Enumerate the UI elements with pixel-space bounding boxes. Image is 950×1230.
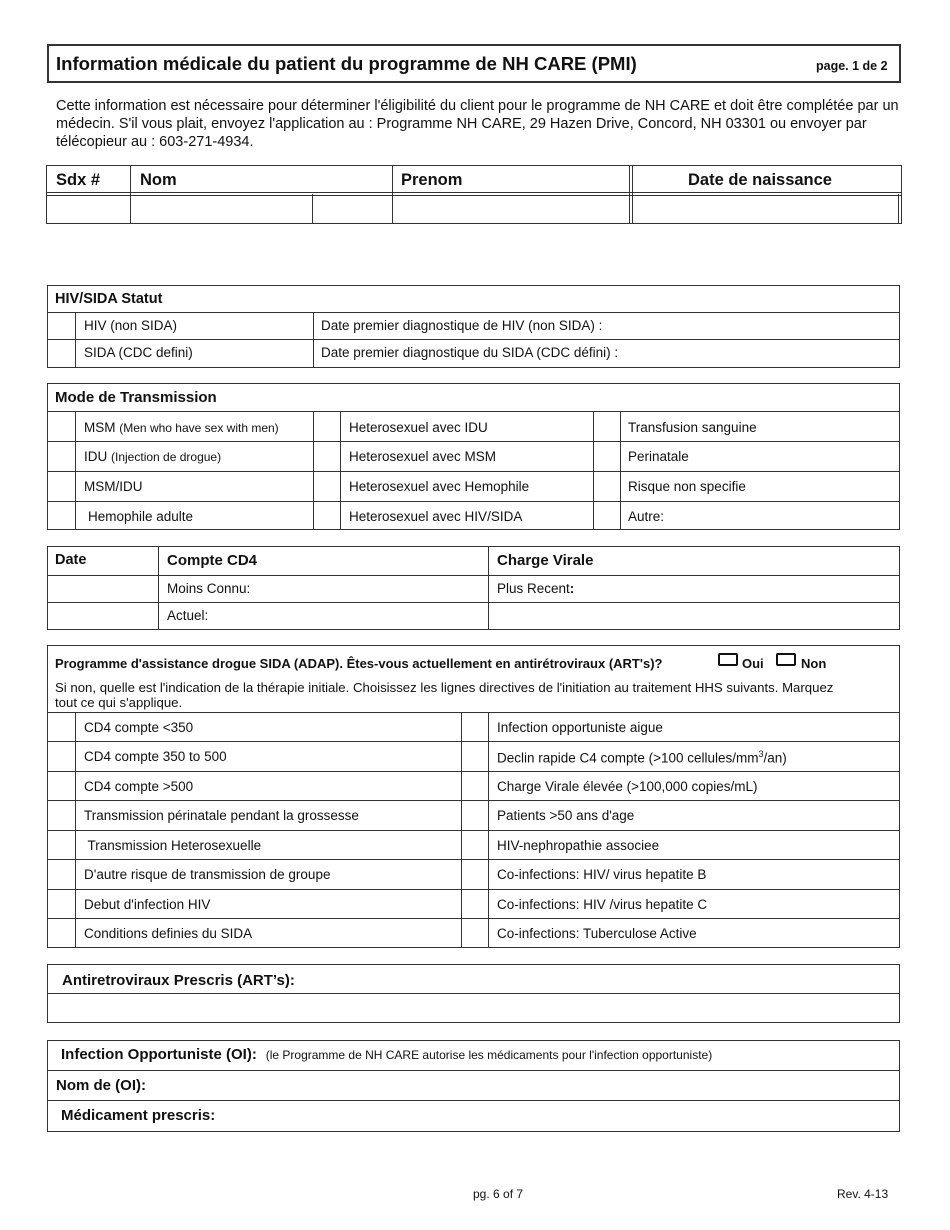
adap-left-8: Conditions definies du SIDA	[84, 926, 253, 941]
adap-left-6: D'autre risque de transmission de groupe	[84, 867, 331, 882]
page-title: Information médicale du patient du programme de NH CARE (PMI)	[56, 53, 637, 74]
labs-cd4-header: Compte CD4	[167, 552, 258, 569]
adap-left-4: Transmission périnatale pendant la grossesse	[84, 808, 359, 823]
adap-right-check-6[interactable]	[462, 860, 487, 888]
sdx-field[interactable]	[48, 196, 128, 222]
intro-line-2: médecin. S'il vous plait, envoyez l'application au : Programme NH CARE, 29 Hazen Drive, Concord, NH 03301 ou envoyer par	[56, 116, 867, 132]
adap-left-check-3[interactable]	[48, 772, 74, 799]
adap-instruction-2: tout ce qui s'applique.	[55, 695, 183, 710]
adap-left-3: CD4 compte >500	[84, 779, 194, 794]
transmission-check-10[interactable]	[594, 442, 619, 470]
transmission-check-8[interactable]	[314, 502, 339, 529]
hiv-checkbox[interactable]	[48, 313, 74, 338]
transmission-check-9[interactable]	[594, 412, 619, 440]
hiv-date-label: Date premier diagnostique de HIV (non SIDA) :	[321, 318, 603, 333]
hiv-status-title: HIV/SIDA Statut	[55, 291, 163, 307]
labs-cd4-current: Actuel:	[167, 608, 209, 623]
transmission-check-12[interactable]	[594, 502, 619, 529]
transmission-check-1[interactable]	[48, 412, 74, 440]
adap-question: Programme d'assistance drogue SIDA (ADAP). Êtes-vous actuellement en antirétroviraux (ART's)?	[55, 656, 663, 671]
adap-left-check-8[interactable]	[48, 919, 74, 947]
oi-title: Infection Opportuniste (OI): (le Programme de NH CARE autorise les médicaments pour l'infection opportuniste)	[61, 1046, 713, 1063]
adap-right-check-1[interactable]	[462, 713, 487, 740]
transmission-check-2[interactable]	[48, 442, 74, 470]
prenom-field[interactable]	[394, 196, 628, 222]
transmission-check-5[interactable]	[314, 412, 339, 440]
transmission-perinatale: Perinatale	[628, 449, 689, 464]
transmission-msm-idu: MSM/IDU	[84, 479, 143, 494]
footer-page: pg. 6 of 7	[473, 1187, 524, 1201]
adap-non-checkbox[interactable]	[776, 653, 796, 666]
intro-line-1: Cette information est nécessaire pour déterminer l'éligibilité du client pour le programme de NH CARE et doit être complétée par un	[56, 98, 899, 114]
art-field[interactable]	[48, 994, 899, 1022]
adap-right-7: Co-infections: HIV /virus hepatite C	[497, 897, 708, 912]
transmission-check-3[interactable]	[48, 472, 74, 500]
intro-line-3: télécopieur au : 603-271-4934.	[56, 134, 254, 150]
adap-left-7: Debut d'infection HIV	[84, 897, 211, 912]
adap-right-4: Patients >50 ans d'age	[497, 808, 635, 823]
sida-checkbox[interactable]	[48, 340, 74, 367]
adap-left-check-4[interactable]	[48, 801, 74, 829]
col-sdx: Sdx #	[56, 171, 101, 189]
labs-viral-recent: Plus Recent:	[497, 581, 575, 596]
col-nom: Nom	[140, 171, 177, 189]
oi-med-label: Médicament prescris:	[61, 1107, 216, 1124]
adap-left-check-2[interactable]	[48, 742, 74, 770]
adap-right-check-7[interactable]	[462, 890, 487, 917]
adap-right-8: Co-infections: Tuberculose Active	[497, 926, 697, 941]
transmission-hemophile: Hemophile adulte	[88, 509, 194, 524]
transmission-hetero-msm: Heterosexuel avec MSM	[349, 449, 497, 464]
transmission-risque: Risque non specifie	[628, 479, 746, 494]
adap-right-check-8[interactable]	[462, 919, 487, 947]
transmission-check-4[interactable]	[48, 502, 74, 529]
adap-instruction-1: Si non, quelle est l'indication de la thérapie initiale. Choisissez les lignes directives de l'initiation au traitement HHS suivants. Marquez	[55, 680, 834, 695]
adap-oui-label: Oui	[742, 656, 764, 671]
transmission-title: Mode de Transmission	[55, 389, 217, 406]
adap-left-check-1[interactable]	[48, 713, 74, 740]
adap-left-check-7[interactable]	[48, 890, 74, 917]
adap-right-check-5[interactable]	[462, 831, 487, 858]
col-prenom: Prenom	[401, 171, 463, 189]
transmission-hetero-hemophile: Heterosexuel avec Hemophile	[349, 479, 530, 494]
transmission-idu: IDU (Injection de drogue)	[84, 449, 222, 464]
labs-date-header: Date	[55, 552, 87, 568]
transmission-hetero-hiv: Heterosexuel avec HIV/SIDA	[349, 509, 523, 524]
sida-label: SIDA (CDC defini)	[84, 345, 193, 360]
oi-med-field[interactable]	[225, 1101, 898, 1131]
transmission-check-11[interactable]	[594, 472, 619, 500]
nom-field[interactable]	[132, 196, 310, 222]
transmission-msm: MSM (Men who have sex with men)	[84, 420, 279, 435]
labs-date-field-2[interactable]	[48, 603, 157, 629]
labs-date-field-1[interactable]	[48, 576, 157, 601]
nom-field-2[interactable]	[314, 196, 390, 222]
transmission-check-6[interactable]	[314, 442, 339, 470]
dob-field[interactable]	[634, 196, 896, 222]
art-title: Antiretroviraux Prescris (ART’s):	[62, 972, 295, 989]
adap-left-check-5[interactable]	[48, 831, 74, 858]
adap-right-5: HIV-nephropathie associee	[497, 838, 660, 853]
oi-name-label: Nom de (OI):	[56, 1077, 146, 1094]
adap-right-6: Co-infections: HIV/ virus hepatite B	[497, 867, 707, 882]
adap-left-2: CD4 compte 350 to 500	[84, 749, 227, 764]
adap-right-1: Infection opportuniste aigue	[497, 720, 663, 735]
adap-right-check-3[interactable]	[462, 772, 487, 799]
adap-right-2: Declin rapide C4 compte (>100 cellules/$mm^3/an$)	[497, 749, 787, 766]
transmission-autre: Autre:	[628, 509, 665, 524]
oi-name-field[interactable]	[160, 1071, 898, 1099]
adap-oui-checkbox[interactable]	[718, 653, 738, 666]
adap-left-1: CD4 compte <350	[84, 720, 194, 735]
adap-right-3: Charge Virale élevée (>100,000 copies/mL)	[497, 779, 758, 794]
page-number: page. 1 de 2	[816, 59, 888, 73]
adap-right-check-4[interactable]	[462, 801, 487, 829]
transmission-hetero-idu: Heterosexuel avec IDU	[349, 420, 488, 435]
adap-left-5: Transmission Heterosexuelle	[84, 838, 262, 853]
col-dob: Date de naissance	[688, 171, 832, 189]
adap-right-check-2[interactable]	[462, 742, 487, 770]
labs-viral-header: Charge Virale	[497, 552, 594, 569]
transmission-transfusion: Transfusion sanguine	[628, 420, 757, 435]
labs-cd4-low: Moins Connu:	[167, 581, 251, 596]
sida-date-label: Date premier diagnostique du SIDA (CDC défini) :	[321, 345, 619, 360]
footer-rev: Rev. 4-13	[837, 1187, 889, 1201]
adap-left-check-6[interactable]	[48, 860, 74, 888]
hiv-label: HIV (non SIDA)	[84, 318, 178, 333]
adap-non-label: Non	[801, 656, 827, 671]
transmission-check-7[interactable]	[314, 472, 339, 500]
